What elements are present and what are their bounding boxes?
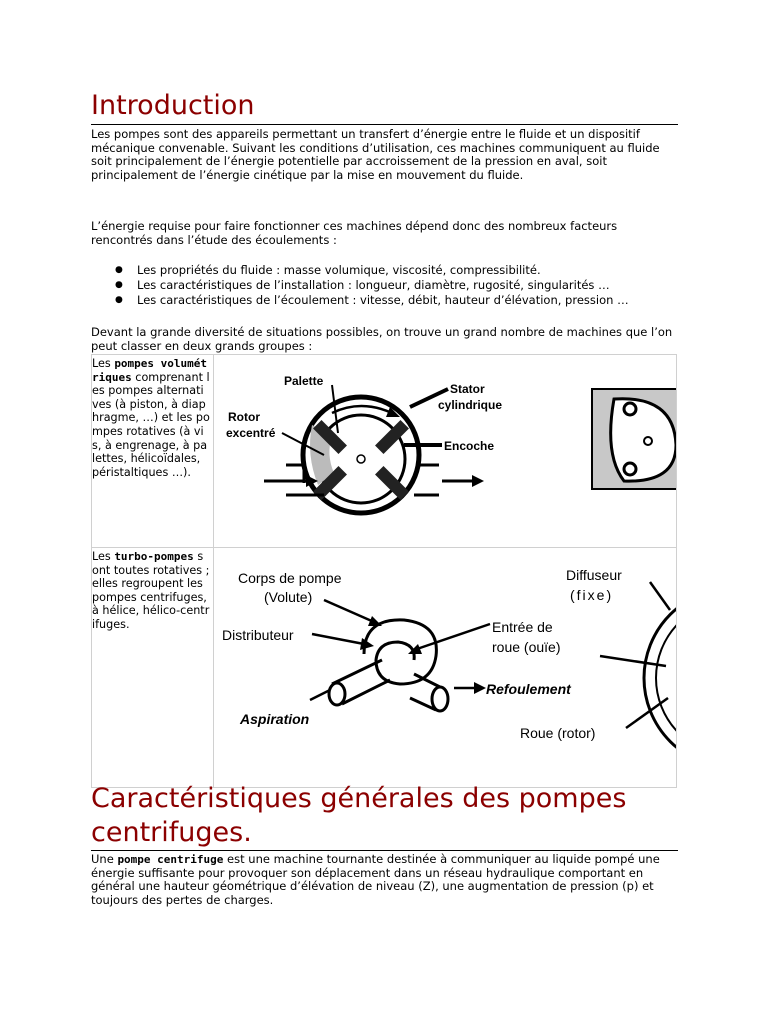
list-item: [91, 293, 678, 308]
turbo-pump-figure: [214, 548, 677, 788]
section-title-caracteristiques: Caractéristiques générales des pompes centrifuges.: [91, 782, 678, 851]
intro-paragraph-2: L’énergie requise pour faire fonctionner ces machines dépend donc des nombreux facteurs rencontrés dans l’étude des écoulements :: [91, 219, 618, 247]
description-text: Les: [92, 550, 115, 563]
list-item-text: Les propriétés du fluide : masse volumique, viscosité, compressibilité.: [137, 263, 541, 277]
label-stator: Stator: [450, 382, 485, 396]
volumetric-pump-figure: [214, 355, 677, 548]
keyword-turbo-pumps: turbo-pompes: [114, 550, 194, 563]
table-row: [92, 355, 677, 548]
label-rotor-line2: excentré: [226, 426, 276, 440]
leader-line: [324, 600, 374, 622]
second-pump-roller: [624, 463, 636, 475]
leader-line: [312, 634, 364, 644]
label-entree-de-roue: Entrée de: [492, 619, 553, 635]
label-ouie: roue (ouïe): [492, 639, 561, 655]
diffuser-inner-ring: [656, 600, 676, 756]
label-rotor: Rotor: [228, 410, 260, 424]
factors-list: [91, 263, 678, 308]
centrifugal-pump-paragraph: [91, 853, 678, 907]
paragraph-text: Une: [91, 852, 118, 866]
label-corps-de-pompe: Corps de pompe: [238, 570, 342, 586]
bullet-icon: ●: [115, 265, 123, 275]
leader-line: [600, 656, 666, 666]
leader-line: [310, 690, 330, 700]
arrow-head: [472, 475, 484, 487]
description-text: Les: [92, 357, 115, 370]
label-diffuseur: Diffuseur: [566, 567, 622, 583]
intro-paragraph-3: Devant la grande diversité de situations possibles, on trouve un grand nombre de machines que l’on peut classer en deux grands groupes :: [91, 325, 673, 353]
label-volute: (Volute): [264, 589, 313, 605]
section-title-introduction: Introduction: [91, 88, 678, 125]
description-text: sont toutes rotatives ; elles regroupent les pompes centrifuges, à hélice, hélico-centrifuges.: [92, 550, 210, 631]
label-roue-rotor: Roue (rotor): [520, 725, 596, 741]
diffuser-ring: [644, 588, 676, 768]
vane-pump-diagram: [214, 355, 676, 543]
volumetric-pumps-description: [92, 355, 214, 548]
centrifugal-pump-diagram: [214, 548, 676, 783]
label-refoulement: Refoulement: [486, 681, 571, 697]
label-encoche: Encoche: [444, 439, 495, 453]
second-pump-axis: [644, 437, 652, 445]
paragraph-text: est une machine tournante destinée à communiquer au liquide pompé une énergie suffisante pour provoquer son déplacement dans un réseau hydraulique comportant en général une hauteur géométrique d’élévation de niveau (Z), une augmentation de pression (p) et toujours des pertes de charges.: [91, 852, 660, 907]
discharge-opening: [432, 687, 448, 711]
arrow-head: [368, 616, 382, 626]
list-item: [91, 263, 678, 278]
label-distributeur: Distributeur: [222, 627, 294, 643]
table-row: [92, 548, 677, 788]
label-fixe: (fixe): [570, 587, 614, 603]
leader-line: [650, 582, 670, 610]
rotor-axis: [357, 455, 365, 463]
bullet-icon: ●: [115, 280, 123, 290]
label-aspiration: Aspiration: [240, 711, 310, 727]
label-stator-line2: cylindrique: [438, 398, 503, 412]
pump-groups-table: [91, 354, 677, 788]
bullet-icon: ●: [115, 295, 123, 305]
keyword-centrifugal-pump: pompe centrifuge: [117, 853, 224, 866]
list-item: [91, 278, 678, 293]
description-text: comprenant les pompes alternatives (à piston, à diaphragme, …) et les pompes rotatives (à vis, à engrenage, à palettes, hélicoïdales, péristaltiques …).: [92, 370, 210, 479]
volute-body: [364, 620, 436, 684]
keyword-volumetric-pumps: pompes volumétriques: [92, 357, 208, 384]
intro-paragraph-1: Les pompes sont des appareils permettant un transfert d’énergie entre le fluide et un dispositif mécanique convenable. Suivant les conditions d’utilisation, ces machines communiquent au fluide soit principalement de l’énergie potentielle par accroissement de la pression en aval, soit principalement de l’énergie cinétique par la mise en mouvement du fluide.: [91, 127, 660, 182]
aspiration-opening: [329, 683, 345, 705]
second-pump-roller: [624, 403, 636, 415]
turbo-pumps-description: [92, 548, 214, 788]
list-item-text: Les caractéristiques de l’installation : longueur, diamètre, rugosité, singularités …: [137, 278, 610, 292]
label-palette: Palette: [284, 374, 324, 388]
list-item-text: Les caractéristiques de l’écoulement : vitesse, débit, hauteur d’élévation, pression …: [137, 293, 629, 307]
arrow-head: [474, 682, 486, 694]
